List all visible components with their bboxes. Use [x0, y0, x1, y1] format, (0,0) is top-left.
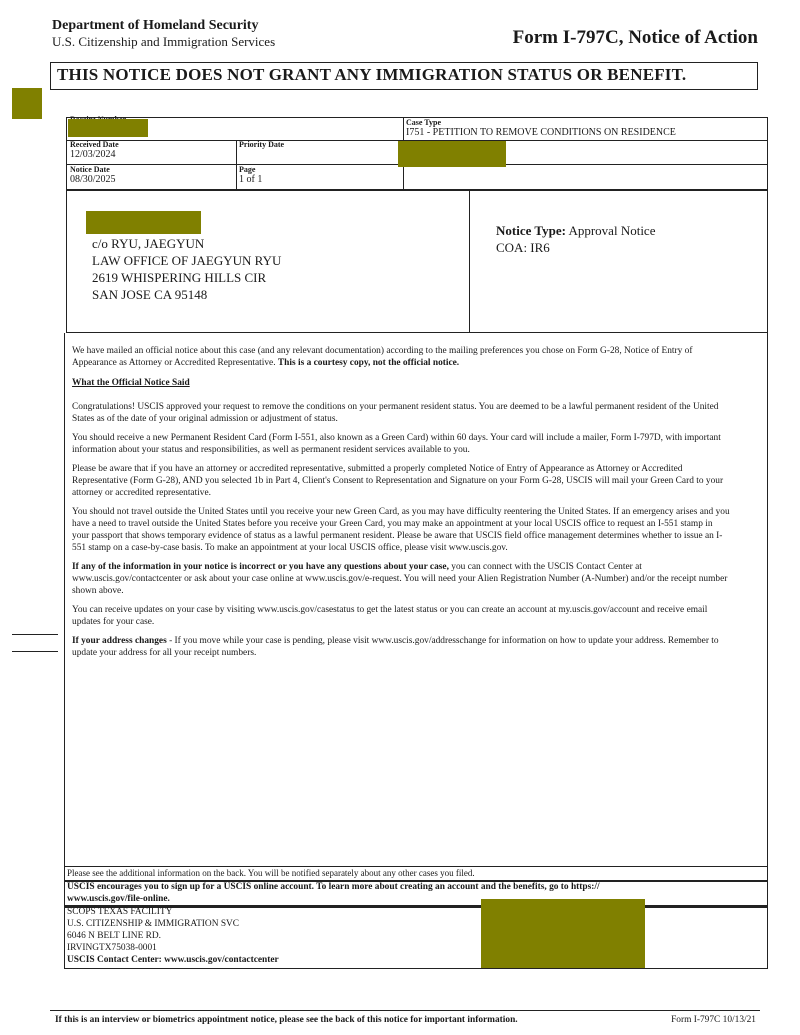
bottom-note: If this is an interview or biometrics appointment notice, please see the back of this notice for important information. — [55, 1015, 518, 1025]
received-date-value: 12/03/2024 — [70, 149, 116, 160]
paragraph-approval: Congratulations! USCIS approved your request to remove the conditions on your permanent resident status. You are deemed to be a lawful permanent resident of the United States as of the date of your original admission or adjustment of status. — [72, 402, 719, 424]
page-label: Page — [239, 165, 256, 174]
margin-redaction — [12, 88, 42, 119]
footer-divider — [50, 1010, 760, 1011]
paragraph-address-change: If your address changes - If you move while your case is pending, please visit www.uscis.gov/addresschange for information on how to update your address. Remember to update your address for all your receipt numbers. — [72, 636, 719, 658]
paragraph-questions: If any of the information in your notice is incorrect or you have any questions about your case, you can connect with the USCIS Contact Center at www.uscis.gov/contactcenter or ask about your case online at www.uscis.gov/e-request. You will need your Alien Registration Number (A-Number) and/or the receipt number shown above. — [72, 562, 728, 596]
case-type-label: Case Type — [406, 118, 442, 127]
agency-header — [52, 18, 275, 50]
notice-type-block — [496, 222, 655, 256]
address-line-4: SAN JOSE CA 95148 — [92, 287, 208, 302]
additional-info: Please see the additional information on the back. You will be notified separately about any other cases you filed. — [67, 868, 475, 878]
paragraph-updates: You can receive updates on your case by visiting www.uscis.gov/casestatus to get the latest status or you can create an account at my.uscis.gov/account and receive email updates for your case. — [72, 605, 708, 627]
contact-center: USCIS Contact Center: www.uscis.gov/contactcenter — [67, 955, 279, 965]
page-value: 1 of 1 — [239, 174, 263, 185]
facility-line-2: U.S. CITIZENSHIP & IMMIGRATION SVC — [67, 919, 240, 929]
form-id: Form I-797C 10/13/21 — [671, 1015, 756, 1025]
department-name: Department of Homeland Security — [52, 18, 259, 33]
facility-line-1: SCOPS TEXAS FACILITY — [67, 907, 173, 917]
facility-line-3: 6046 N BELT LINE RD. — [67, 931, 162, 941]
notice-body — [72, 345, 732, 666]
intro-paragraph: We have mailed an official notice about this case (and any relevant documentation) according to the mailing preferences you chose on Form G-28, Notice of Entry of Appearance as Attorney or Accredited Representative. This is a courtesy copy, not the official notice. — [72, 346, 693, 368]
paragraph-travel: You should not travel outside the United States until you receive your new Green Card, as you may have difficulty reentering the United States. If an emergency arises and you have a need to travel outside the United States before you receive your Green Card, you may make an appointment at your local USCIS office to request an I-551 stamp in your passport that shows temporary evidence of status as a lawful permanent resident. Please be aware that USCIS field office management determines whether to issue an I-551 stamp on a case-by-case basis. To make an appointment at your local USCIS office, please visit www.uscis.gov. — [72, 507, 730, 553]
address-line-2: LAW OFFICE OF JAEGYUN RYU — [92, 253, 282, 268]
name-redaction — [86, 211, 201, 234]
facility-address — [67, 906, 279, 966]
paragraph-green-card: You should receive a new Permanent Resident Card (Form I-551, also known as a Green Card) within 60 days. Your card will include a mailer, Form I-797D, with important information about your status and responsibilities, as well as permanent resident services available to you. — [72, 433, 721, 455]
margin-mark — [12, 634, 58, 635]
mailing-address — [92, 235, 281, 303]
priority-redaction — [398, 141, 506, 167]
paragraph-attorney: Please be aware that if you have an attorney or accredited representative, submitted a properly completed Notice of Entry of Appearance as Attorney or Accredited Representative (Form G-28), AND you selected 1b in Part 4, Client's Consent to Representation and Signature on your Form G-28, USCIS will mail your Green Card to your attorney or accredited representative. — [72, 464, 724, 498]
case-type-value: I751 - PETITION TO REMOVE CONDITIONS ON RESIDENCE — [406, 127, 676, 138]
section-heading: What the Official Notice Said — [72, 378, 190, 388]
coa-value: COA: IR6 — [496, 240, 550, 255]
facility-line-4: IRVINGTX75038-0001 — [67, 943, 157, 953]
form-title: Form I-797C, Notice of Action — [512, 27, 758, 48]
agency-name: U.S. Citizenship and Immigration Services — [52, 34, 276, 49]
receipt-number-redaction — [68, 119, 148, 137]
notice-type-label: Notice Type: — [496, 223, 566, 238]
address-line-1: c/o RYU, JAEGYUN — [92, 236, 205, 251]
online-account-line-2: www.uscis.gov/file-online. — [67, 894, 170, 904]
address-line-3: 2619 WHISPERING HILLS CIR — [92, 270, 267, 285]
margin-mark — [12, 651, 58, 652]
status-banner: THIS NOTICE DOES NOT GRANT ANY IMMIGRATION STATUS OR BENEFIT. — [50, 62, 758, 90]
priority-date-label: Priority Date — [239, 140, 285, 149]
barcode-redaction — [481, 899, 645, 968]
notice-type-value: Approval Notice — [568, 223, 656, 238]
online-account-line-1: USCIS encourages you to sign up for a USCIS online account. To learn more about creating an account and the benefits, go to https:// — [67, 882, 600, 892]
received-date-label: Received Date — [70, 140, 119, 149]
notice-date-label: Notice Date — [70, 165, 110, 174]
notice-date-value: 08/30/2025 — [70, 174, 116, 185]
